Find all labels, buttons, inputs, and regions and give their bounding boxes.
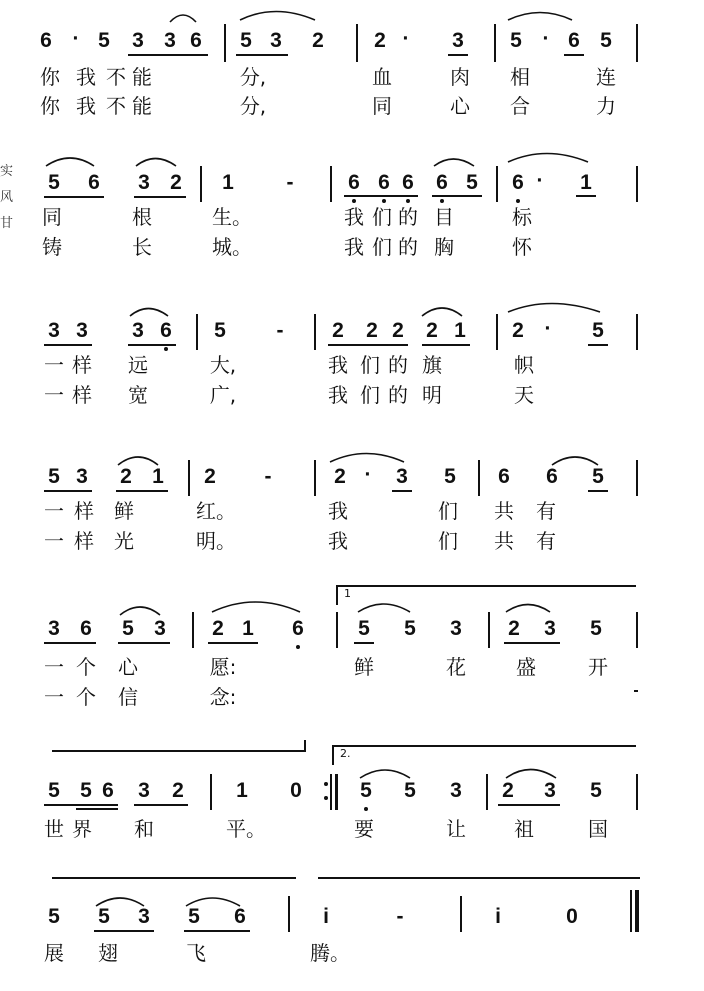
lyric: 们 bbox=[372, 235, 392, 259]
lyric: 样 bbox=[72, 353, 92, 377]
dash: - bbox=[286, 171, 294, 194]
note: 5 bbox=[80, 779, 92, 802]
underline bbox=[208, 642, 258, 644]
note: 2 bbox=[366, 319, 378, 342]
lyric: 祖 bbox=[514, 817, 534, 841]
barline bbox=[336, 612, 338, 648]
underline bbox=[44, 344, 92, 346]
note: 5 bbox=[122, 617, 134, 640]
lyric: 有 bbox=[536, 499, 556, 523]
lyric: 明 bbox=[422, 383, 442, 407]
note: 6 bbox=[80, 617, 92, 640]
note: 3 bbox=[452, 29, 464, 52]
dot-extension: · bbox=[364, 463, 372, 486]
lyric: 念: bbox=[209, 685, 237, 709]
lyric: 远 bbox=[128, 353, 148, 377]
dash: - bbox=[396, 905, 404, 928]
lyric: 愿: bbox=[209, 655, 237, 679]
note: 5 bbox=[404, 779, 416, 802]
lyric: 一 bbox=[44, 383, 64, 407]
note: i bbox=[495, 905, 501, 928]
note: 5 bbox=[98, 905, 110, 928]
note: 3 bbox=[450, 779, 462, 802]
lyric: 界 bbox=[72, 817, 92, 841]
underline bbox=[588, 344, 608, 346]
barline bbox=[314, 460, 316, 496]
note: 6 bbox=[436, 171, 448, 194]
lyric: 我 bbox=[344, 205, 364, 229]
low-octave-dot bbox=[352, 199, 356, 203]
slur bbox=[130, 309, 168, 317]
lyric: 能 bbox=[132, 65, 152, 89]
lyric: 我 bbox=[328, 499, 348, 523]
note: 5 bbox=[590, 779, 602, 802]
slur bbox=[212, 602, 300, 612]
volta-line-continued bbox=[52, 750, 306, 752]
lyric: 不 bbox=[106, 65, 126, 89]
lyric: 你 bbox=[40, 94, 60, 118]
barline bbox=[192, 612, 194, 648]
note: 0 bbox=[566, 905, 578, 928]
volta-hook bbox=[332, 745, 334, 765]
underline bbox=[576, 195, 596, 197]
lyric: 连 bbox=[596, 65, 616, 89]
lyric: 怀 bbox=[512, 235, 532, 259]
note: 3 bbox=[76, 465, 88, 488]
underline bbox=[354, 642, 374, 644]
underline bbox=[422, 344, 470, 346]
slur bbox=[508, 154, 588, 163]
low-octave-dot bbox=[440, 199, 444, 203]
note: 3 bbox=[138, 171, 150, 194]
lyric: 合 bbox=[510, 94, 530, 118]
volta-number: 2. bbox=[340, 747, 351, 760]
barline bbox=[330, 774, 332, 810]
note: 3 bbox=[544, 779, 556, 802]
barline bbox=[224, 24, 226, 62]
note: 3 bbox=[132, 319, 144, 342]
lyric: 心 bbox=[450, 94, 470, 118]
lyric: 广, bbox=[209, 383, 237, 407]
lyric: 世 bbox=[44, 817, 64, 841]
underline bbox=[328, 344, 408, 346]
note: 6 bbox=[190, 29, 202, 52]
note: 3 bbox=[164, 29, 176, 52]
lyric: 样 bbox=[74, 529, 94, 553]
note: 6 bbox=[498, 465, 510, 488]
lyric: 大, bbox=[209, 353, 237, 377]
dot-extension: · bbox=[536, 169, 544, 192]
lyric: 一 bbox=[44, 353, 64, 377]
dot-extension: · bbox=[542, 27, 550, 50]
lyric: 的 bbox=[398, 235, 418, 259]
note: 3 bbox=[48, 319, 60, 342]
barline bbox=[636, 612, 638, 648]
note: 6 bbox=[546, 465, 558, 488]
underline bbox=[44, 196, 104, 198]
note: 5 bbox=[48, 905, 60, 928]
underline bbox=[44, 642, 96, 644]
underline bbox=[184, 930, 250, 932]
lyric: 帜 bbox=[514, 353, 534, 377]
underline bbox=[134, 196, 186, 198]
underline bbox=[564, 54, 584, 56]
lyric: 同 bbox=[42, 205, 62, 229]
note: 5 bbox=[404, 617, 416, 640]
lyric: 飞 bbox=[186, 941, 206, 965]
lyric: 有 bbox=[536, 529, 556, 553]
underline bbox=[44, 804, 118, 806]
lyric: 目 bbox=[434, 205, 454, 229]
underline bbox=[432, 195, 482, 197]
low-octave-dot bbox=[364, 807, 368, 811]
repeat-dot bbox=[324, 782, 328, 786]
note: 2 bbox=[512, 319, 524, 342]
underline-double bbox=[76, 808, 118, 810]
slur bbox=[422, 308, 462, 316]
note: 6 bbox=[512, 171, 524, 194]
note: 5 bbox=[48, 779, 60, 802]
dash: - bbox=[264, 465, 272, 488]
barline bbox=[188, 460, 190, 496]
lyric: 不 bbox=[106, 94, 126, 118]
slur bbox=[358, 604, 410, 612]
barline-heavy bbox=[335, 774, 338, 810]
lyric: 国 bbox=[588, 817, 608, 841]
note: 6 bbox=[88, 171, 100, 194]
dot-extension: · bbox=[72, 27, 80, 50]
barline bbox=[496, 166, 498, 202]
note: 6 bbox=[378, 171, 390, 194]
barline bbox=[496, 314, 498, 350]
note: 2 bbox=[508, 617, 520, 640]
note: 6 bbox=[402, 171, 414, 194]
lyric: 鲜 bbox=[354, 655, 374, 679]
note: 3 bbox=[48, 617, 60, 640]
slur bbox=[360, 770, 410, 778]
underline bbox=[44, 490, 92, 492]
note: 2 bbox=[212, 617, 224, 640]
note: 1 bbox=[222, 171, 234, 194]
lyric: 能 bbox=[132, 94, 152, 118]
barline bbox=[486, 774, 488, 810]
barline bbox=[478, 460, 480, 496]
dash: - bbox=[276, 319, 284, 342]
note: 0 bbox=[290, 779, 302, 802]
lyric: 展 bbox=[44, 941, 64, 965]
lyric: 我 bbox=[328, 529, 348, 553]
barline bbox=[210, 774, 212, 810]
dot-extension: · bbox=[544, 317, 552, 340]
note: 3 bbox=[154, 617, 166, 640]
underline bbox=[344, 195, 418, 197]
final-barline-thin bbox=[630, 890, 632, 932]
volta-hook bbox=[304, 740, 306, 750]
note: 2 bbox=[332, 319, 344, 342]
note: 2 bbox=[374, 29, 386, 52]
low-octave-dot bbox=[382, 199, 386, 203]
lyric: 心 bbox=[118, 655, 138, 679]
underline bbox=[116, 490, 168, 492]
underline bbox=[118, 642, 170, 644]
edge-char: 甘 bbox=[0, 216, 14, 231]
low-octave-dot bbox=[516, 199, 520, 203]
underline bbox=[448, 54, 468, 56]
note: 5 bbox=[600, 29, 612, 52]
note: 5 bbox=[188, 905, 200, 928]
note: 1 bbox=[152, 465, 164, 488]
lyric: 花 bbox=[446, 655, 466, 679]
lyric: 共 bbox=[494, 499, 514, 523]
lyric: 你 bbox=[40, 65, 60, 89]
underline bbox=[134, 804, 188, 806]
note: 3 bbox=[450, 617, 462, 640]
lyric: 的 bbox=[388, 353, 408, 377]
low-octave-dot bbox=[164, 347, 168, 351]
lyric: 天 bbox=[514, 383, 534, 407]
note: 5 bbox=[592, 465, 604, 488]
volta-line bbox=[336, 585, 636, 587]
slur bbox=[46, 158, 94, 166]
lyric: 相 bbox=[510, 65, 530, 89]
barline bbox=[196, 314, 198, 350]
slur bbox=[508, 13, 572, 21]
dot-extension: · bbox=[402, 27, 410, 50]
lyric: 们 bbox=[360, 353, 380, 377]
note: 2 bbox=[426, 319, 438, 342]
lyric: 红。 bbox=[196, 499, 236, 523]
underline bbox=[392, 490, 412, 492]
note: 5 bbox=[358, 617, 370, 640]
lyric: 我 bbox=[328, 383, 348, 407]
lyric: 们 bbox=[372, 205, 392, 229]
lyric: 生。 bbox=[212, 205, 252, 229]
slur bbox=[136, 159, 176, 167]
barline bbox=[494, 24, 496, 62]
lyric: 鲜 bbox=[114, 499, 134, 523]
lyric: 我 bbox=[328, 353, 348, 377]
note: 5 bbox=[48, 465, 60, 488]
lyric: 一 bbox=[44, 685, 64, 709]
note: 5 bbox=[214, 319, 226, 342]
lyric: 和 bbox=[134, 817, 154, 841]
slur bbox=[118, 457, 158, 465]
lyric: 血 bbox=[372, 65, 392, 89]
note: 5 bbox=[444, 465, 456, 488]
underline bbox=[128, 344, 176, 346]
underline bbox=[94, 930, 154, 932]
volta-line bbox=[332, 745, 636, 747]
lyric: 胸 bbox=[434, 235, 454, 259]
lyric: 们 bbox=[438, 499, 458, 523]
final-barline-thick bbox=[635, 890, 639, 932]
note: 6 bbox=[568, 29, 580, 52]
lyric: 分, bbox=[239, 65, 267, 89]
note: 6 bbox=[234, 905, 246, 928]
note: 3 bbox=[270, 29, 282, 52]
note: 2 bbox=[170, 171, 182, 194]
note: 5 bbox=[240, 29, 252, 52]
edge-char: 风 bbox=[0, 190, 14, 205]
lyric: 一 bbox=[44, 499, 64, 523]
lyric: 翅 bbox=[98, 941, 118, 965]
lyric: 的 bbox=[398, 205, 418, 229]
lyric: 明。 bbox=[196, 529, 236, 553]
lyric: 旗 bbox=[422, 353, 442, 377]
slur bbox=[506, 770, 556, 779]
volta-number: 1 bbox=[344, 587, 351, 600]
lyric: 长 bbox=[132, 235, 152, 259]
note: 1 bbox=[580, 171, 592, 194]
lyric: 要 bbox=[354, 817, 374, 841]
edge-char: 实 bbox=[0, 164, 14, 179]
lyric: 同 bbox=[372, 94, 392, 118]
lyric: 样 bbox=[74, 499, 94, 523]
note: 3 bbox=[396, 465, 408, 488]
note: 6 bbox=[348, 171, 360, 194]
note: 5 bbox=[510, 29, 522, 52]
lyric: 一 bbox=[44, 529, 64, 553]
note: 6 bbox=[102, 779, 114, 802]
underline bbox=[498, 804, 560, 806]
lyric: 分, bbox=[239, 94, 267, 118]
barline bbox=[636, 314, 638, 350]
barline bbox=[288, 896, 290, 932]
slur bbox=[170, 15, 196, 22]
lyric: 腾。 bbox=[310, 941, 350, 965]
note: 2 bbox=[334, 465, 346, 488]
lyric: 力 bbox=[596, 94, 616, 118]
note: 6 bbox=[160, 319, 172, 342]
slur bbox=[508, 304, 600, 313]
note: 2 bbox=[120, 465, 132, 488]
lyric: 平。 bbox=[226, 817, 266, 841]
barline bbox=[636, 460, 638, 496]
low-octave-dot bbox=[406, 199, 410, 203]
note: 2 bbox=[502, 779, 514, 802]
barline bbox=[330, 166, 332, 202]
barline bbox=[460, 896, 462, 932]
note: 1 bbox=[454, 319, 466, 342]
lyric: 我 bbox=[344, 235, 364, 259]
lyric: 的 bbox=[388, 383, 408, 407]
lyric: 开 bbox=[588, 655, 608, 679]
lyric: 共 bbox=[494, 529, 514, 553]
lyric: 城。 bbox=[212, 235, 252, 259]
lyric: 光 bbox=[114, 529, 134, 553]
low-octave-dot bbox=[296, 645, 300, 649]
note: 3 bbox=[76, 319, 88, 342]
barline bbox=[356, 24, 358, 62]
underline bbox=[504, 642, 560, 644]
note: 3 bbox=[138, 779, 150, 802]
lyric: 样 bbox=[72, 383, 92, 407]
note: 1 bbox=[236, 779, 248, 802]
lyric: 个 bbox=[76, 655, 96, 679]
volta-hook bbox=[336, 585, 338, 605]
barline bbox=[488, 612, 490, 648]
note: 1 bbox=[242, 617, 254, 640]
slur bbox=[240, 12, 315, 21]
barline bbox=[636, 166, 638, 202]
note: 3 bbox=[138, 905, 150, 928]
note: 3 bbox=[544, 617, 556, 640]
barline bbox=[636, 774, 638, 810]
note: 3 bbox=[132, 29, 144, 52]
underline bbox=[236, 54, 288, 56]
note: 2 bbox=[172, 779, 184, 802]
volta-line-continued bbox=[52, 877, 296, 879]
note: 6 bbox=[40, 29, 52, 52]
barline bbox=[200, 166, 202, 202]
lyric: 肉 bbox=[450, 65, 470, 89]
lyric: 铸 bbox=[42, 235, 62, 259]
note: 2 bbox=[392, 319, 404, 342]
lyric: 根 bbox=[132, 205, 152, 229]
note: 5 bbox=[98, 29, 110, 52]
lyric: 我 bbox=[76, 65, 96, 89]
note: i bbox=[323, 905, 329, 928]
slur bbox=[506, 605, 550, 613]
volta-line-continued bbox=[318, 877, 640, 879]
stray-mark bbox=[634, 690, 638, 692]
barline bbox=[636, 24, 638, 62]
lyric: 信 bbox=[118, 685, 138, 709]
repeat-dot bbox=[324, 796, 328, 800]
lyric: 宽 bbox=[128, 383, 148, 407]
note: 2 bbox=[204, 465, 216, 488]
lyric: 盛 bbox=[516, 655, 536, 679]
note: 5 bbox=[360, 779, 372, 802]
note: 5 bbox=[466, 171, 478, 194]
slur bbox=[120, 607, 160, 615]
slur bbox=[552, 457, 598, 465]
lyric: 一 bbox=[44, 655, 64, 679]
underline bbox=[128, 54, 208, 56]
lyric: 标 bbox=[512, 205, 532, 229]
slur bbox=[434, 159, 474, 166]
lyric: 个 bbox=[76, 685, 96, 709]
note: 2 bbox=[312, 29, 324, 52]
underline bbox=[588, 490, 608, 492]
barline bbox=[314, 314, 316, 350]
note: 5 bbox=[592, 319, 604, 342]
lyric: 们 bbox=[438, 529, 458, 553]
slur bbox=[330, 454, 404, 463]
note: 6 bbox=[292, 617, 304, 640]
note: 5 bbox=[48, 171, 60, 194]
note: 5 bbox=[590, 617, 602, 640]
lyric: 我 bbox=[76, 94, 96, 118]
lyric: 让 bbox=[446, 817, 466, 841]
lyric: 们 bbox=[360, 383, 380, 407]
